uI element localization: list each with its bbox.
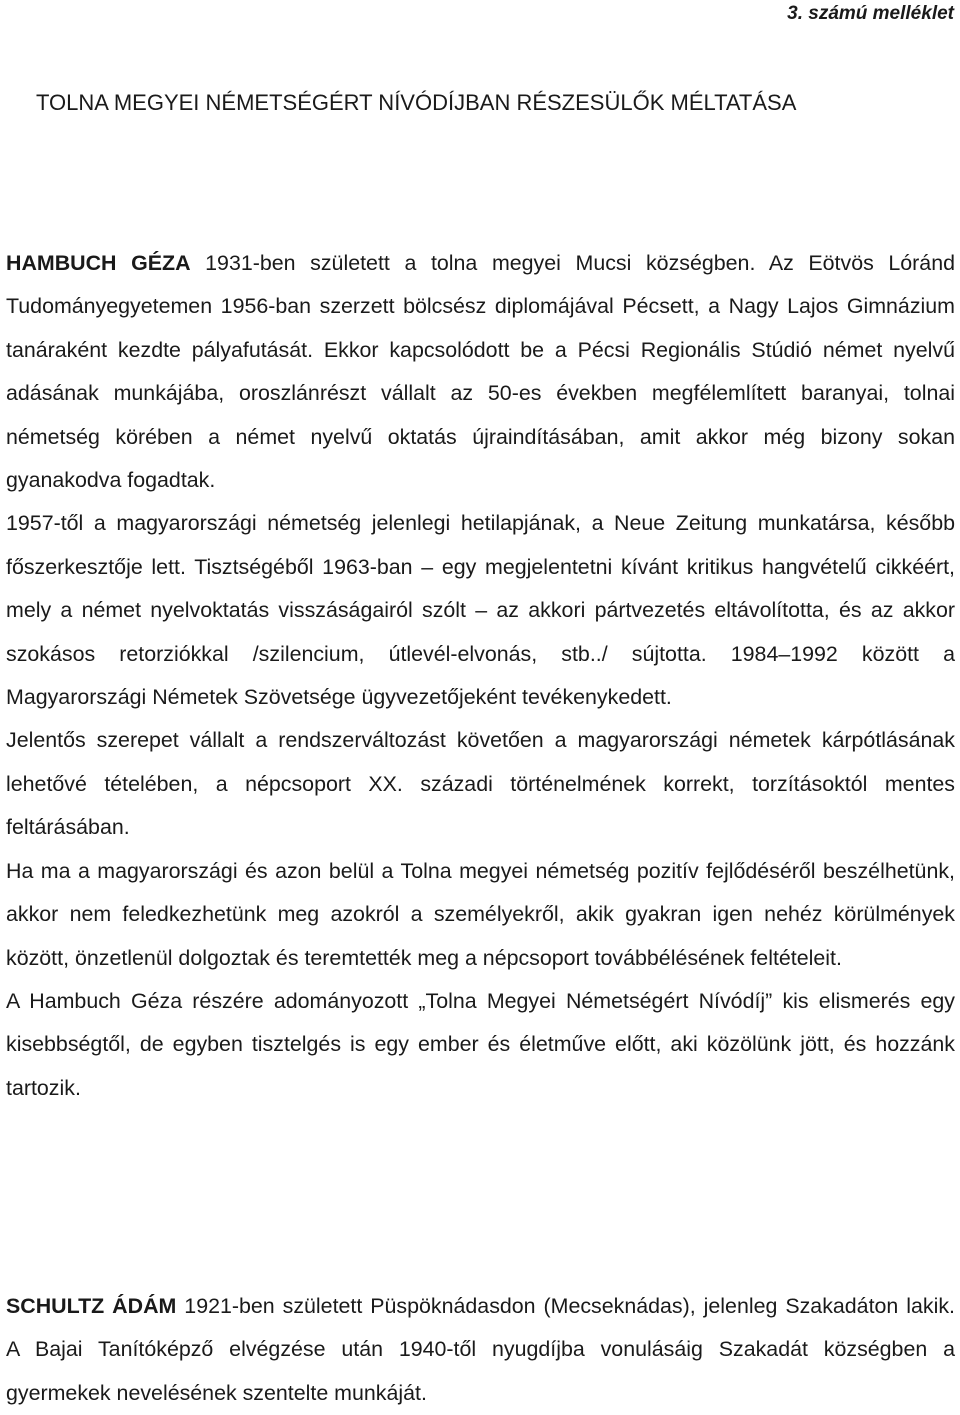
paragraph: 1957-től a magyarországi németség jelenlegi hetilapjának, a Neue Zeitung munkatársa, később főszerkesztője lett. Tisztségéből 1963-ban – egy megjelentetni kívánt kritikus hangvételű cikkéért, mely a német nyelvoktatás visszáságairól szólt – az akkori pártvezetés eltávolította, és az akkor szokásos retorziókkal /szilencium, útlevél-elvonás, stb../ sújtotta. 1984–1992 között a Magyarországi Németek Szövetsége ügyvezetőjeként tevékenykedett. (6, 511, 955, 710)
paragraph-text: 1921-ben született Püspöknádasdon (Mecseknádas), jelenleg Szakadáton lakik. A Bajai Tanítóképző elvégzése után 1940-től nyugdíjba vonulásáig Szakadát községben a gyermekek nevelésének szentelte munkáját. (6, 1294, 955, 1405)
annex-label: 3. számú melléklet (787, 3, 954, 24)
laureate-name: SCHULTZ ÁDÁM (6, 1294, 177, 1318)
page-title: TOLNA MEGYEI NÉMETSÉGÉRT NÍVÓDÍJBAN RÉSZESÜLŐK MÉLTATÁSA (36, 90, 797, 115)
paragraph (6, 1285, 955, 1415)
paragraph-text: 1931-ben született a tolna megyei Mucsi községben. Az Eötvös Lóránd Tudományegyetemen 1956-ban szerzett bölcsész diplomájával Pécsett, a Nagy Lajos Gimnázium tanáraként kezdte pályafutását. Ekkor kapcsolódott be a Pécsi Regionális Stúdió német nyelvű adásának munkájába, oroszlánrészt vállalt az 50-es években megfélemlített baranyai, tolnai németség körében a német nyelvű oktatás újraindításában, amit akkor még bizony sokan gyanakodva fogadtak. (6, 251, 955, 493)
paragraph: Jelentős szerepet vállalt a rendszerváltozást követően a magyarországi németek kárpótlásának lehetővé tételében, a népcsoport XX. századi történelmének korrekt, torzításoktól mentes feltárásában. (6, 728, 955, 840)
laureate-entry-hambuch (6, 242, 955, 1110)
laureate-entry-schultz (6, 1285, 955, 1415)
laureate-name: HAMBUCH GÉZA (6, 251, 191, 275)
paragraph (6, 242, 955, 502)
paragraph: A Hambuch Géza részére adományozott „Tolna Megyei Németségért Nívódíj” kis elismerés egy kisebbségtől, de egyben tisztelgés is egy ember és életműve előtt, aki közölünk jött, és hozzánk tartozik. (6, 988, 955, 1100)
paragraph: Ha ma a magyarországi és azon belül a Tolna megyei németség pozitív fejlődéséről beszélhetünk, akkor nem feledkezhetünk meg azokról a személyekről, akik gyakran igen nehéz körülmények között, önzetlenül dolgoztak és teremtették meg a népcsoport továbbélésének feltételeit. (6, 858, 955, 970)
